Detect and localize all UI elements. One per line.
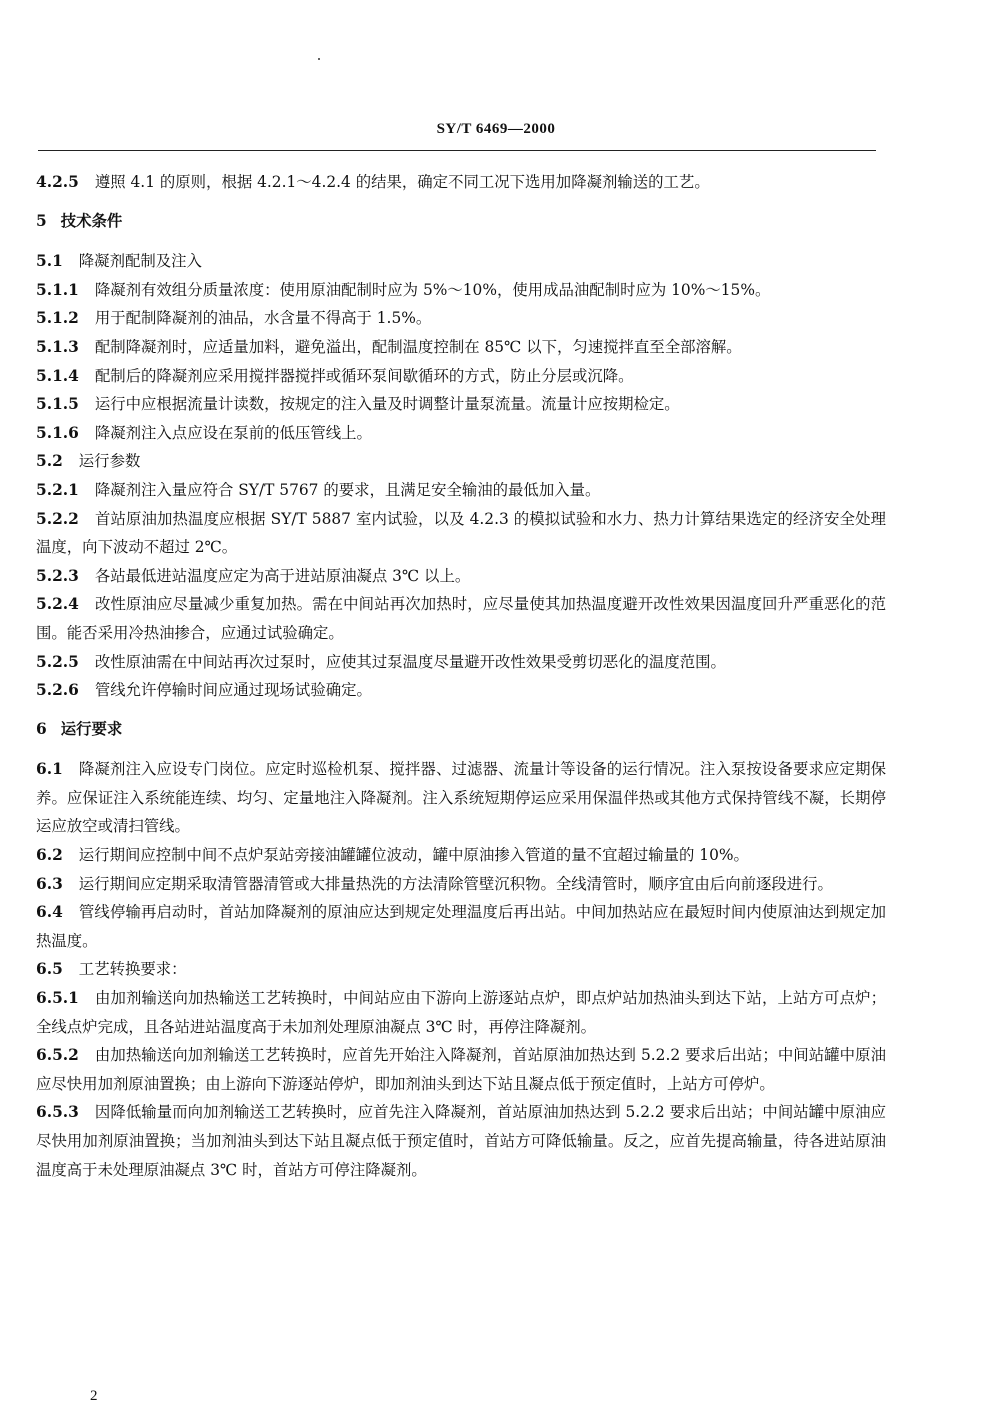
clause-text: 工艺转换要求：: [78, 960, 187, 979]
clause-number: 5.1.5: [36, 395, 79, 414]
clause-5-2-6: [36, 676, 886, 705]
clause-text: 因降低输量而向加剂输送工艺转换时，应首先注入降凝剂，首站原油加热达到 5.2.2 要求后出站；中间站罐中原油应尽快用加剂原油置换；当加剂油头到达下站且凝点低于预定值时，首站方可降低输量。反之，应首先提高输量，待各进站原油温度高于未处理原油凝点 3℃ 时，首站方可停注降凝剂。: [36, 1103, 886, 1179]
clause-text: 降凝剂注入点应设在泵前的低压管线上。: [94, 423, 372, 442]
header-rule: [38, 150, 876, 151]
section-number: 5: [36, 211, 47, 230]
clause-6-5-3: [36, 1098, 886, 1184]
clause-text: 改性原油应尽量减少重复加热。需在中间站再次加热时，应尽量使其加热温度避开改性效果因温度回升严重恶化的范围。能否采用冷热油掺合，应通过试验确定。: [36, 595, 886, 642]
clause-text: 管线停输再启动时，首站加降凝剂的原油应达到规定处理温度后再出站。中间加热站应在最短时间内使原油达到规定加热温度。: [36, 903, 886, 950]
clause-text: 首站原油加热温度应根据 SY/T 5887 室内试验，以及 4.2.3 的模拟试验和水力、热力计算结果选定的经济安全处理温度，向下波动不超过 2℃。: [36, 509, 886, 557]
clause-text: 运行参数: [78, 452, 141, 471]
clause-number: 5.1.1: [36, 280, 79, 299]
clause-5-2-5: [36, 648, 886, 677]
clause-5-2-1: [36, 476, 886, 505]
clause-text: 配制后的降凝剂应采用搅拌器搅拌或循环泵间歇循环的方式，防止分层或沉降。: [94, 366, 634, 385]
clause-text: 降凝剂注入量应符合 SY/T 5767 的要求，且满足安全输油的最低加入量。: [94, 480, 601, 499]
section-5-heading: [36, 207, 886, 236]
clause-number: 6.3: [36, 874, 63, 893]
clause-text: 改性原油需在中间站再次过泵时，应使其过泵温度尽量避开改性效果受剪切恶化的温度范围。: [94, 652, 726, 671]
clause-5-2-3: [36, 562, 886, 591]
document-body: [36, 168, 886, 1184]
clause-6-3: [36, 870, 886, 899]
clause-text: 降凝剂注入应设专门岗位。应定时巡检机泵、搅拌器、过滤器、流量计等设备的运行情况。注入泵按设备要求应定期保养。应保证注入系统能连续、均匀、定量地注入降凝剂。注入系统短期停运应采用保温伴热或其他方式保持管线不凝，长期停运应放空或清扫管线。: [36, 760, 886, 836]
clause-text: 运行期间应定期采取清管器清管或大排量热洗的方法清除管壁沉积物。全线清管时，顺序宜由后向前逐段进行。: [78, 874, 833, 893]
clause-number: 5.1.2: [36, 309, 79, 328]
clause-6-2: [36, 841, 886, 870]
clause-6-1: [36, 755, 886, 841]
clause-5-2-4: [36, 590, 886, 647]
clause-5-1-3: [36, 333, 886, 362]
section-title: 技术条件: [60, 211, 123, 230]
clause-5-2-2: [36, 505, 886, 562]
clause-number: 5.1.6: [36, 423, 79, 442]
section-6-heading: [36, 715, 886, 744]
clause-5-1-4: [36, 362, 886, 391]
clause-5-1-6: [36, 419, 886, 448]
clause-number: 6.5.2: [36, 1046, 79, 1065]
speck: [318, 58, 320, 60]
clause-number: 5.2.2: [36, 509, 79, 528]
clause-6-5-2: [36, 1041, 886, 1098]
clause-5-1-5: [36, 390, 886, 419]
clause-number: 5.2.1: [36, 480, 79, 499]
clause-4-2-5: [36, 168, 886, 197]
clause-text: 运行期间应控制中间不点炉泵站旁接油罐罐位波动，罐中原油掺入管道的量不宜超过输量的 10%。: [78, 846, 749, 865]
clause-number: 5.2.6: [36, 681, 79, 700]
clause-number: 6.5.3: [36, 1103, 79, 1122]
document-header: SY/T 6469—2000: [436, 121, 556, 137]
clause-text: 降凝剂有效组分质量浓度：使用原油配制时应为 5%～10%，使用成品油配制时应为 10%～15%。: [94, 280, 771, 299]
clause-number: 5.2: [36, 452, 63, 471]
clause-6-5-1: [36, 984, 886, 1041]
clause-5-1-1: [36, 276, 886, 305]
clause-number: 4.2.5: [36, 173, 79, 191]
clause-text: 配制降凝剂时，应适量加料，避免溢出，配制温度控制在 85℃ 以下，匀速搅拌直至全部溶解。: [94, 337, 742, 356]
clause-text: 遵照 4.1 的原则，根据 4.2.1～4.2.4 的结果，确定不同工况下选用加降凝剂输送的工艺。: [94, 173, 710, 191]
clause-text: 各站最低进站温度应定为高于进站原油凝点 3℃ 以上。: [94, 566, 471, 585]
clause-number: 6.4: [36, 903, 63, 922]
clause-number: 6.5: [36, 960, 63, 979]
clause-text: 管线允许停输时间应通过现场试验确定。: [94, 681, 372, 700]
clause-text: 降凝剂配制及注入: [78, 252, 202, 271]
section-number: 6: [36, 719, 47, 738]
clause-number: 5.2.5: [36, 652, 79, 671]
clause-6-4: [36, 898, 886, 955]
clause-text: 用于配制降凝剂的油品，水含量不得高于 1.5%。: [94, 309, 432, 328]
clause-text: 由加热输送向加剂输送工艺转换时，应首先开始注入降凝剂，首站原油加热达到 5.2.2 要求后出站；中间站罐中原油应尽快用加剂原油置换；由上游向下游逐站停炉，即加剂油头到达下站且凝点低于预定值时，上站方可停炉。: [36, 1046, 886, 1093]
clause-text: 运行中应根据流量计读数，按规定的注入量及时调整计量泵流量。流量计应按期检定。: [94, 395, 680, 414]
clause-number: 5.2.3: [36, 566, 79, 585]
clause-6-5: [36, 955, 886, 984]
section-title: 运行要求: [60, 719, 123, 738]
clause-5-1-2: [36, 304, 886, 333]
clause-number: 6.5.1: [36, 989, 79, 1008]
clause-5-1: [36, 247, 886, 276]
page-number: 2: [90, 1388, 98, 1404]
clause-number: 6.2: [36, 846, 63, 865]
clause-text: 由加剂输送向加热输送工艺转换时，中间站应由下游向上游逐站点炉，即点炉站加热油头到达下站，上站方可点炉；全线点炉完成，且各站进站温度高于未加剂处理原油凝点 3℃ 时，再停注降凝剂。: [36, 989, 886, 1036]
clause-number: 6.1: [36, 760, 63, 779]
clause-number: 5.1.4: [36, 366, 79, 385]
clause-number: 5.1.3: [36, 337, 79, 356]
clause-number: 5.1: [36, 252, 63, 271]
clause-number: 5.2.4: [36, 595, 79, 614]
clause-5-2: [36, 447, 886, 476]
